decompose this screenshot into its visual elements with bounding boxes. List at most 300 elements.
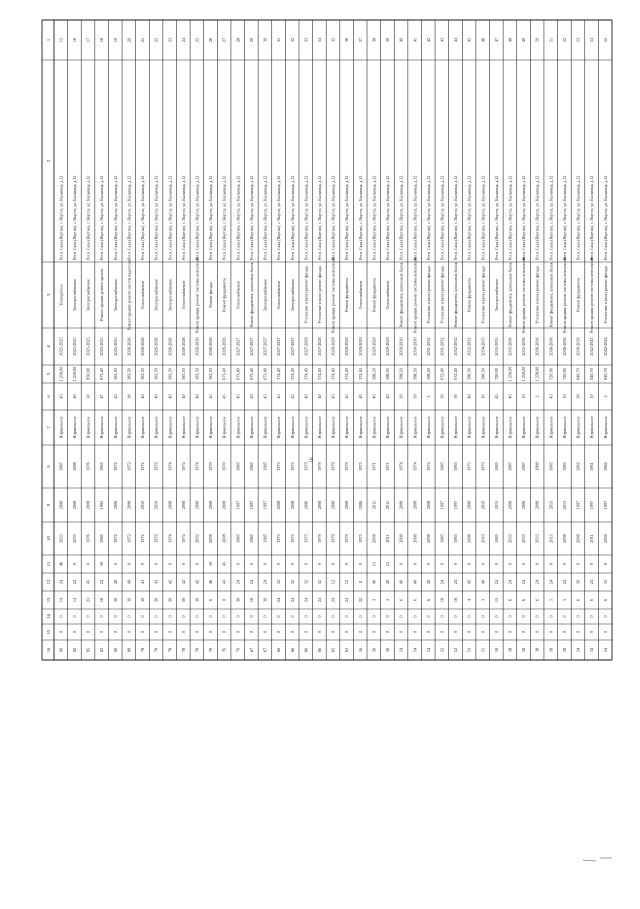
cell-value: 6 (208, 598, 214, 602)
cell-value: 14 (58, 597, 64, 603)
cell-value: 374,40 (316, 368, 322, 380)
cell-value: 1970 (480, 462, 486, 471)
cell-address: Респ. Саха (Якутия), г. Якутск, ул. Кальвица, д.12 (316, 175, 322, 260)
cell-value: 720,00 (561, 368, 567, 380)
cell-work-type: Электроснабжение (85, 278, 91, 312)
cell-value: 588,50 (412, 368, 418, 380)
cell-value: 0 (289, 615, 295, 618)
cell-value: Нормальное (153, 416, 159, 439)
cell-value: 720,00 (548, 368, 554, 380)
cell-work-type: Ремонт фундамента, цокольных балок (507, 262, 513, 328)
cell-value: 1988 (72, 462, 78, 471)
cell-value: 0 (453, 615, 459, 618)
cell-address: Респ. Саха (Якутия), г. Якутск, ул. Кальвица, д.12 (521, 175, 527, 260)
cell-value: 47 (99, 394, 105, 399)
cell-value: 24 (99, 579, 105, 585)
cell-value: 2030-2030 (398, 337, 404, 356)
cell-value: 30 (126, 597, 132, 603)
cell-work-type: Ремонт крыши: ремонт системы вентиляции (194, 257, 200, 333)
cell-value: 2035-2036 (507, 337, 513, 356)
cell-value: 34 (575, 647, 581, 653)
cell-value: 2025-2025 (99, 337, 105, 356)
cell-work-type: Теплоснабжение (276, 280, 282, 310)
cell-work-type: Ремонт крыши: ремонт системы вентиляции (561, 257, 567, 333)
cell-value: 0 (180, 630, 186, 634)
cell-row-number: 37 (357, 37, 363, 43)
cell-value: 2013 (493, 500, 499, 510)
cell-work-type: Ремонт фундамента, цокольных балок (398, 262, 404, 328)
cell-value: 1979 (330, 462, 336, 471)
cell-value: 1997 (453, 500, 459, 510)
cell-value: 0 (412, 562, 418, 566)
cell-value: 2008 (425, 500, 431, 510)
cell-value: 2036-2036 (534, 337, 540, 356)
cell-value: Нормальное (316, 416, 322, 439)
cell-value: 2008 (208, 534, 214, 543)
cell-value: 840,70 (602, 368, 608, 380)
cell-value: 1974 (194, 462, 200, 471)
cell-value: 0 (480, 630, 486, 634)
cell-address: Респ. Саха (Якутия), г. Якутск, ул. Кальвица, д.12 (357, 175, 363, 260)
cell-value: Нормальное (248, 416, 254, 439)
cell-address: Респ. Саха (Якутия), г. Якутск, ул. Кальвица, д.12 (289, 175, 295, 260)
cell-value: 40 (371, 579, 377, 585)
cell-value: 0 (153, 615, 159, 618)
cell-value: 374,40 (330, 368, 336, 380)
cell-value: 2033 (534, 534, 540, 543)
cell-value: 2008 (466, 534, 472, 543)
cell-value: 2027-2027 (248, 337, 254, 356)
cell-value: 1974 (180, 462, 186, 471)
cell-value: 2008 (167, 500, 173, 510)
cell-row-number: 51 (548, 37, 554, 43)
cell-value: 2026-2026 (140, 337, 146, 356)
column-header: 2 (45, 159, 51, 163)
cell-value: 1997 (235, 500, 241, 510)
cell-value: Нормальное (167, 416, 173, 439)
cell-value: 0 (303, 615, 309, 618)
cell-value: 383,50 (167, 368, 173, 380)
cell-value: Нормальное (194, 416, 200, 439)
cell-value: 1985 (453, 462, 459, 471)
cell-value: 0 (357, 562, 363, 566)
cell-value: 840,70 (575, 368, 581, 380)
cell-value: 2028-2028 (330, 337, 336, 356)
cell-work-type: Утепление и (или) ремонт фасада (534, 266, 540, 324)
cell-value: 2008 (180, 500, 186, 510)
cell-value: 0 (439, 562, 445, 566)
cell-value: 1972 (153, 462, 159, 471)
cell-value: 0 (548, 562, 554, 566)
cell-value: 2027-2027 (235, 337, 241, 356)
cell-value: 24 (521, 579, 527, 585)
cell-value: 0 (72, 562, 78, 566)
cell-value: 24 (548, 579, 554, 585)
cell-value: 0 (589, 630, 595, 634)
cell-value: 2042-2043 (589, 337, 595, 356)
cell-address: Респ. Саха (Якутия), г. Якутск, ул. Кальвица, д.12 (602, 175, 608, 260)
cell-value: 2008 (85, 500, 91, 510)
cell-value: 1975 (289, 462, 295, 471)
cell-value: 67 (248, 647, 254, 653)
cell-value: 1985 (235, 534, 241, 543)
cell-value: 42 (167, 579, 173, 585)
cell-value: 40 (412, 579, 418, 585)
cell-value: 0 (357, 630, 363, 634)
cell-row-number: 43 (439, 37, 445, 43)
cell-value: 6 (507, 598, 513, 602)
cell-value: 2 (534, 395, 540, 398)
cell-value: 82 (99, 647, 105, 653)
cell-value: 0 (289, 630, 295, 634)
cell-work-type: Электроснабжение (72, 278, 78, 312)
cell-value: Нормальное (344, 416, 350, 439)
cell-value: 30 (235, 597, 241, 603)
cell-value: 0 (439, 630, 445, 634)
cell-value: 1997 (439, 500, 445, 510)
cell-value: 0 (561, 562, 567, 566)
cell-value: 0 (439, 615, 445, 618)
cell-value: 0 (575, 562, 581, 566)
cell-value: 45 (58, 394, 64, 399)
cell-value: 0 (480, 562, 486, 566)
column-header: 1 (45, 38, 51, 42)
cell-value: Нормальное (493, 416, 499, 439)
cell-work-type: Техподполье (58, 284, 64, 306)
column-header: 15 (45, 629, 51, 635)
cell-address: Респ. Саха (Якутия), г. Якутск, ул. Кальвица, д.12 (180, 175, 186, 260)
cell-value: 53 (466, 647, 472, 653)
cell-value: 0 (453, 630, 459, 634)
cell-address: Респ. Саха (Якутия), г. Якутск, ул. Кальвица, д.12 (344, 175, 350, 260)
cell-value: 0 (235, 630, 241, 634)
cell-value: 46 (208, 579, 214, 585)
cell-value: Нормальное (589, 416, 595, 439)
cell-value: 50 (493, 647, 499, 653)
cell-value: 30 (140, 597, 146, 603)
cell-value: 2008 (194, 500, 200, 510)
cell-value: 1 258,00 (58, 366, 64, 382)
column-header: 4 (45, 345, 51, 348)
cell-value: 0 (85, 615, 91, 618)
cell-address: Респ. Саха (Якутия), г. Якутск, ул. Кальвица, д.12 (248, 175, 254, 260)
cell-value: 1997 (575, 500, 581, 510)
cell-value: 32 (276, 579, 282, 585)
cell-value: 45 (262, 394, 268, 399)
cell-value: 2010 (153, 500, 159, 510)
cell-value: 40 (303, 394, 309, 399)
cell-value: Нормальное (534, 416, 540, 439)
cell-address: Респ. Саха (Якутия), г. Якутск, ул. Кальвица, д.12 (235, 175, 241, 260)
cell-row-number: 47 (493, 37, 499, 43)
cell-value: 0 (180, 562, 186, 566)
cell-value: 2036-2036 (548, 337, 554, 356)
cell-value: 0 (58, 630, 64, 634)
cell-value: 2026-2026 (167, 337, 173, 356)
cell-value: 1 250,00 (72, 366, 78, 382)
cell-address: Респ. Саха (Якутия), г. Якутск, ул. Кальвица, д.12 (507, 175, 513, 260)
cell-value: 0 (276, 562, 282, 566)
cell-value: 45 (208, 394, 214, 399)
cell-value: 45 (85, 579, 91, 585)
cell-value: 1 (425, 395, 431, 398)
cell-value: 1976 (85, 462, 91, 471)
cell-value: 0 (316, 615, 322, 618)
cell-address: Респ. Саха (Якутия), г. Якутск, ул. Кальвица, д.12 (493, 175, 499, 260)
cell-value: 0 (548, 615, 554, 618)
cell-value: 0 (235, 562, 241, 566)
cell-work-type: Утепление и (или) ремонт фасада (480, 266, 486, 324)
cell-work-type: Ремонт фундамента (221, 278, 227, 312)
cell-value: 82 (72, 647, 78, 653)
cell-value: 1972 (126, 462, 132, 471)
column-header: 13 (45, 597, 51, 603)
cell-value: 0 (85, 562, 91, 566)
cell-value: 0 (425, 615, 431, 618)
cell-value: 1979 (344, 534, 350, 543)
cell-value: Нормальное (561, 416, 567, 439)
cell-work-type: Ремонт фундамента (466, 278, 472, 312)
cell-value: 42 (194, 579, 200, 585)
cell-value: 40 (398, 579, 404, 585)
cell-row-number: 40 (398, 37, 404, 43)
cell-value: 32 (303, 579, 309, 585)
cell-row-number: 45 (466, 37, 472, 43)
column-header: 16 (45, 647, 51, 653)
cell-work-type: Ремонт крыши: ремонт систем водостока (126, 259, 132, 331)
column-header: 9 (45, 503, 51, 507)
cell-value: 1972 (140, 534, 146, 543)
cell-address: Респ. Саха (Якутия), г. Якутск, ул. Кальвица, д.12 (140, 175, 146, 260)
cell-work-type: Ремонт крыши: ремонт кровли (99, 268, 105, 322)
cell-value: 6 (575, 598, 581, 602)
cell-value: 24 (248, 579, 254, 585)
cell-value: 1985 (99, 534, 105, 543)
cell-value: 2025-2025 (58, 337, 64, 356)
cell-value: Нормальное (385, 416, 391, 439)
cell-value: 5 (548, 598, 554, 602)
cell-value: 0 (72, 615, 78, 618)
cell-value: 374,40 (357, 368, 363, 380)
cell-value: 56 (385, 647, 391, 653)
cell-work-type: Утепление и (или) ремонт фасада (303, 266, 309, 324)
cell-value: Нормальное (289, 416, 295, 439)
cell-value: 2013 (548, 500, 554, 510)
cell-value: 24 (453, 579, 459, 585)
cell-value: 2008 (466, 500, 472, 510)
cell-value: 1985 (235, 462, 241, 471)
cell-value: 52 (439, 647, 445, 653)
cell-value: 24 (561, 579, 567, 585)
cell-value: 1985 (493, 462, 499, 471)
cell-value: 588,50 (371, 368, 377, 380)
cell-value: 0 (303, 562, 309, 566)
cell-value: 2027-2027 (289, 337, 295, 356)
cell-value: 10 (521, 394, 527, 399)
cell-address: Респ. Саха (Якутия), г. Якутск, ул. Кальвица, д.12 (208, 175, 214, 260)
cell-value: 32 (316, 579, 322, 585)
cell-value: 1985 (439, 534, 445, 543)
cell-address: Респ. Саха (Якутия), г. Якутск, ул. Кальвица, д.12 (85, 175, 91, 260)
cell-row-number: 24 (180, 37, 186, 43)
cell-address: Респ. Саха (Якутия), г. Якутск, ул. Кальвица, д.12 (99, 175, 105, 260)
cell-value: 672,40 (453, 368, 459, 380)
cell-address: Респ. Саха (Якутия), г. Якутск, ул. Кальвица, д.12 (439, 175, 445, 260)
cell-value: 24 (330, 597, 336, 603)
cell-value: 2008 (602, 534, 608, 543)
cell-value: 2008 (221, 534, 227, 543)
cell-value: 0 (357, 580, 363, 584)
cell-value: 0 (493, 562, 499, 566)
cell-value: 1997 (248, 500, 254, 510)
cell-value: 0 (112, 615, 118, 618)
cell-row-number: 19 (112, 37, 118, 43)
cell-value: 2027-2027 (262, 337, 268, 356)
cell-value: 78 (180, 647, 186, 653)
cell-value: 54 (398, 647, 404, 653)
cell-work-type: Утепление и (или) ремонт фасада (425, 266, 431, 324)
cell-value: 0 (235, 615, 241, 618)
cell-value: 78 (167, 647, 173, 653)
cell-value: 2032-2032 (466, 337, 472, 356)
cell-value: 0 (276, 630, 282, 634)
cell-value: 0 (330, 562, 336, 566)
cell-work-type: Ремонт фасада (208, 282, 214, 308)
cell-value: 374,40 (289, 368, 295, 380)
cell-value: 0 (208, 615, 214, 618)
cell-value: 38 (126, 394, 132, 399)
cell-value: 1985 (493, 534, 499, 543)
cell-value: Нормальное (140, 416, 146, 439)
cell-value: 0 (507, 562, 513, 566)
cell-value: 18 (99, 597, 105, 603)
cell-value: 0 (180, 615, 186, 618)
cell-value: 1962 (602, 462, 608, 471)
cell-value: 0 (507, 615, 513, 618)
cell-value: 90 (58, 647, 64, 653)
cell-value: 0 (344, 562, 350, 566)
cell-value: 40 (72, 394, 78, 399)
cell-value: 1985 (248, 534, 254, 543)
cell-value: 1987 (58, 462, 64, 471)
cell-value: 24 (72, 579, 78, 585)
cell-value: 0 (194, 615, 200, 618)
cell-value: 50 (439, 394, 445, 399)
cell-value: Нормальное (58, 416, 64, 439)
cell-value: 49 (112, 579, 118, 585)
cell-value: Нормальное (507, 416, 513, 439)
cell-value: 24 (276, 597, 282, 603)
cell-value: 0 (466, 615, 472, 618)
cell-value: 0 (602, 630, 608, 634)
cell-value: 672,40 (439, 368, 445, 380)
cell-value: 1972 (126, 534, 132, 543)
cell-row-number: 20 (126, 37, 132, 43)
cell-value: 2011 (385, 534, 391, 543)
cell-value: 80 (126, 647, 132, 653)
cell-value: 2025-2025 (85, 337, 91, 356)
cell-value: 580,50 (480, 368, 486, 380)
cell-value: 12 (344, 579, 350, 585)
cell-value: 0 (521, 615, 527, 618)
cell-value: 51 (480, 647, 486, 653)
cell-row-number: 55 (602, 37, 608, 43)
cell-value: 2008 (412, 500, 418, 510)
cell-value: 40 (180, 394, 186, 399)
cell-value: 65 (330, 647, 336, 653)
cell-value: 18 (453, 597, 459, 603)
cell-value: 0 (589, 615, 595, 618)
cell-value: 0 (521, 562, 527, 566)
cell-work-type: Электроснабжение (112, 278, 118, 312)
cell-value: 45 (276, 394, 282, 399)
cell-value: 0 (248, 562, 254, 566)
cell-address: Респ. Саха (Якутия), г. Якутск, ул. Кальвица, д.12 (58, 175, 64, 260)
cell-address: Респ. Саха (Якутия), г. Якутск, ул. Кальвица, д.12 (466, 175, 472, 260)
cell-value: 0 (561, 630, 567, 634)
cell-value: 43 (140, 579, 146, 585)
cell-value: 1975 (303, 534, 309, 543)
cell-address: Респ. Саха (Якутия), г. Якутск, ул. Кальвица, д.12 (303, 175, 309, 260)
cell-value: 2039-2039 (575, 337, 581, 356)
cell-value: 0 (575, 615, 581, 618)
cell-value: 0 (316, 630, 322, 634)
cell-value: 2032-2032 (453, 337, 459, 356)
cell-value: 2008 (425, 534, 431, 543)
cell-value: 383,50 (140, 368, 146, 380)
cell-value: 38 (507, 647, 513, 653)
cell-value: 2008 (221, 500, 227, 510)
cell-value: 2 (602, 395, 608, 398)
cell-value: 2029-2029 (371, 337, 377, 356)
cell-value: 2008 (126, 500, 132, 510)
cell-value: 67 (262, 647, 268, 653)
cell-value: 1985 (248, 462, 254, 471)
cell-value: 52 (453, 647, 459, 653)
cell-value: 0 (466, 630, 472, 634)
cell-value: 2008 (412, 534, 418, 543)
cell-address: Респ. Саха (Якутия), г. Якутск, ул. Кальвица, д.12 (194, 175, 200, 260)
cell-value: 1997 (602, 500, 608, 510)
page-number: 16 (310, 457, 315, 463)
cell-value: 0 (371, 630, 377, 634)
cell-value: 2008 (398, 534, 404, 543)
cell-value: Нормальное (602, 416, 608, 439)
cell-value: 0 (167, 615, 173, 618)
cell-work-type: Электроснабжение (289, 278, 295, 312)
cell-address: Респ. Саха (Якутия), г. Якутск, ул. Кальвица, д.12 (398, 175, 404, 260)
cell-value: 1965 (99, 462, 105, 471)
cell-value: 45 (344, 394, 350, 399)
cell-value: 1974 (167, 534, 173, 543)
cell-value: 24 (344, 597, 350, 603)
cell-value: 1985 (561, 462, 567, 471)
cell-row-number: 42 (425, 37, 431, 43)
cell-value: 2030-2030 (412, 337, 418, 356)
cell-value: 1975 (276, 534, 282, 543)
cell-value: Нормальное (439, 416, 445, 439)
cell-value: 1979 (344, 462, 350, 471)
cell-value: 2011 (385, 500, 391, 510)
cell-value: 1974 (425, 462, 431, 471)
cell-value: 24 (507, 579, 513, 585)
cell-address: Респ. Саха (Якутия), г. Якутск, ул. Кальвица, д.12 (385, 175, 391, 260)
cell-value: 66 (276, 647, 282, 653)
cell-value: 45 (466, 579, 472, 585)
cell-value: 0 (262, 630, 268, 634)
cell-value: 1972 (140, 462, 146, 471)
cell-value: Нормальное (276, 416, 282, 439)
